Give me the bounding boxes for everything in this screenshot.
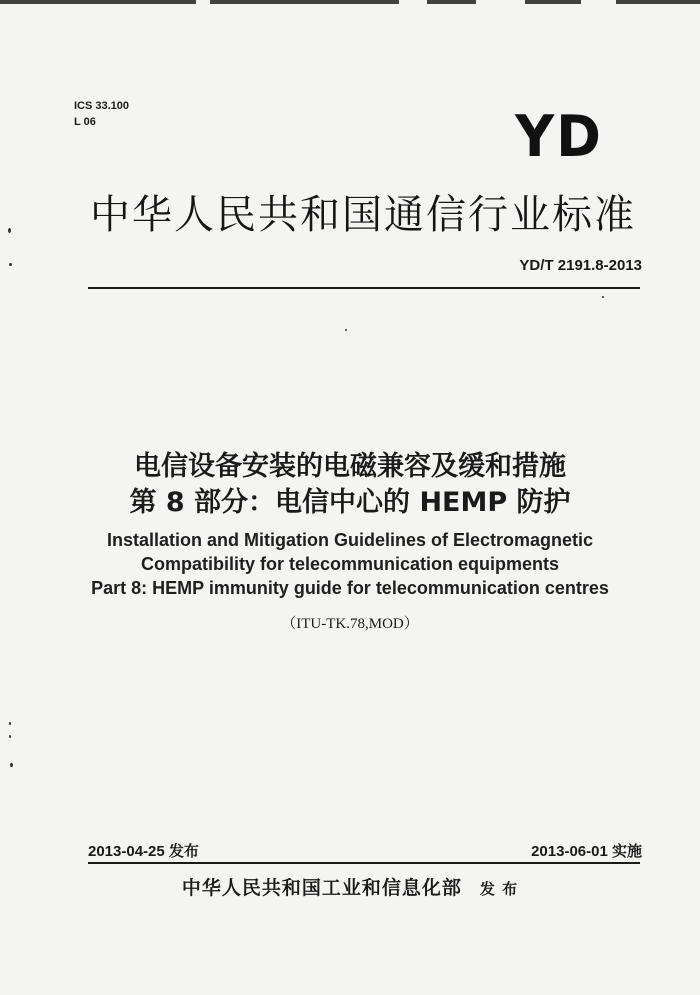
header-divider [88, 287, 640, 289]
title-en [0, 528, 700, 600]
title-en-line3: Part 8: HEMP immunity guide for telecommunication centres [91, 578, 609, 598]
scan-speck [10, 763, 13, 767]
scan-speck [9, 735, 11, 738]
ics-code: ICS 33.100 [74, 100, 130, 112]
title-en-line1: Installation and Mitigation Guidelines of Electromagnetic [106, 530, 594, 550]
scan-speck [8, 228, 11, 233]
yd-logo: YD [515, 103, 603, 170]
scan-speck [9, 263, 12, 266]
title-zh-line1: 电信设备安装的电磁兼容及缓和措施 [134, 451, 566, 482]
footer-divider [88, 862, 640, 864]
issuer-name: 中华人民共和国工业和信息化部 [181, 877, 462, 899]
effective-date: 2013-06-01 实施 [531, 843, 642, 860]
itu-reference: （ITU-TK.78,MOD） [281, 616, 419, 632]
title-zh-line2: 第 8 部分：电信中心的 HEMP 防护 [129, 487, 571, 518]
scan-speck [345, 329, 347, 331]
issuer-line [0, 873, 700, 900]
publish-date: 2013-04-25 发布 [88, 843, 199, 860]
classification-codes [74, 98, 129, 130]
standard-number: YD/T 2191.8-2013 [519, 257, 642, 274]
scan-speck [9, 722, 11, 725]
top-edge-scan-artifact [0, 0, 700, 4]
issuer-suffix: 发 布 [479, 880, 519, 898]
title-en-line2: Compatibility for telecommunication equipments [140, 554, 560, 574]
org-title: 中华人民共和国通信行业标准 [90, 192, 636, 238]
ccs-code: L 06 [74, 116, 96, 128]
scan-speck [602, 296, 604, 298]
